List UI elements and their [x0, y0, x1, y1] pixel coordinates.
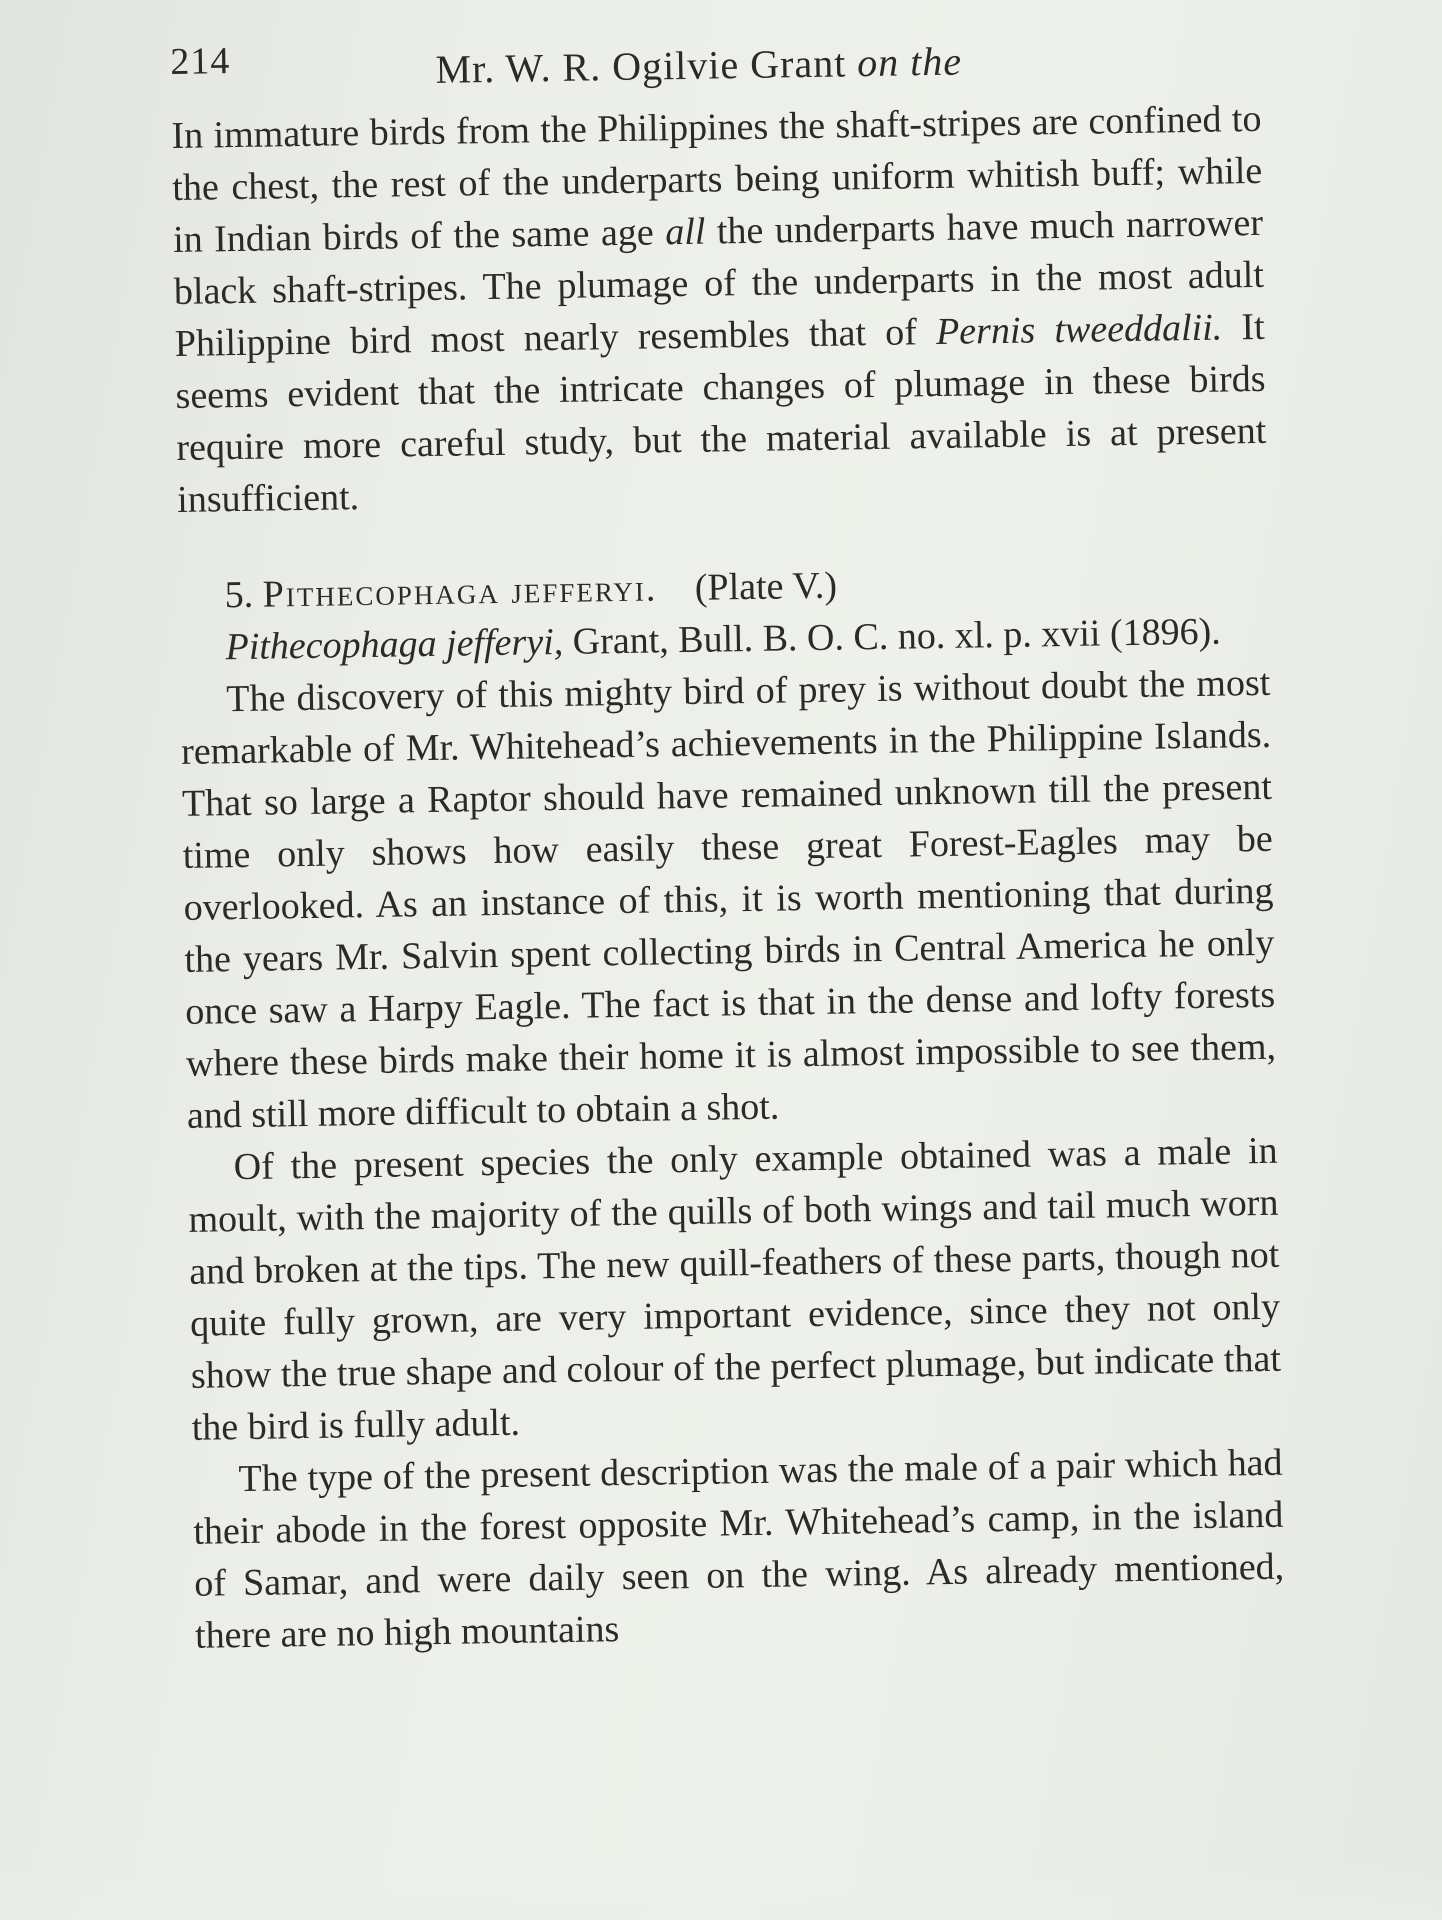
paragraph-1-part-c: It seems evident that the intricate changes of plumage in these birds require more careful study, but the material available is at present insufficient. — [175, 305, 1267, 521]
emphasis-all: all — [664, 210, 706, 254]
paragraph-immature-birds — [171, 93, 1267, 526]
running-title-italic: on the — [856, 38, 963, 86]
running-title-author: Mr. W. R. Ogilvie Grant — [435, 40, 847, 92]
page-number: 214 — [170, 40, 231, 83]
paragraph-1-part-a: In immature birds from the Philippines the shaft-stripes are confined to the chest, the rest of the underparts being uniform whitish buff; while in Indian birds of the same age — [171, 97, 1263, 261]
paragraph-type-description: The type of the present description was the male of a pair which had their abode in the forest opposite Mr. Whitehead’s camp, in the island of Samar, and were daily seen on the wing. As already mentioned, there are no high mountains — [193, 1441, 1285, 1657]
paragraph-specimen: Of the present species the only example obtained was a male in moult, with the majority of the quills of both wings and tail much worn and broken at the tips. The new quill-feathers of these parts, though not quite fully grown, are very important evidence, since they not only show the true shape and colour of the perfect plumage, but indicate that the bird is fully adult. — [188, 1129, 1282, 1449]
species-pernis-tweeddalii: Pernis tweeddalii. — [935, 306, 1223, 354]
section-number: 5. — [224, 573, 254, 617]
page-bottom-fade — [0, 1860, 1442, 1920]
citation-reference: Grant, Bull. B. O. C. no. xl. p. xvii (1896). — [562, 610, 1222, 663]
citation-species: Pithecophaga jefferyi, — [225, 620, 564, 669]
section-species-name: Pithecophaga jefferyi. — [262, 567, 658, 616]
paragraph-1-part-b: the underparts have much narrower black shaft-stripes. The plumage of the underparts in the most adult Philippine bird most nearly resembles that of — [173, 201, 1265, 365]
running-title — [435, 38, 962, 93]
document-page — [170, 23, 1289, 1920]
plate-reference: (Plate V.) — [694, 564, 838, 609]
paragraph-discovery: The discovery of this mighty bird of prey is without doubt the most remarkable of Mr. Whitehead’s achievements in the Philippine Islands. That so large a Raptor should have remained unknown till the present time only shows how easily these great Forest-Eagles may be overlooked. As an instance of this, it is worth mentioning that during the years Mr. Salvin spent collecting birds in Central America he only once saw a Harpy Eagle. The fact is that in the dense and lofty forests where these birds make their home it is almost impossible to see them, and still more difficult to obtain a shot. — [180, 661, 1277, 1137]
